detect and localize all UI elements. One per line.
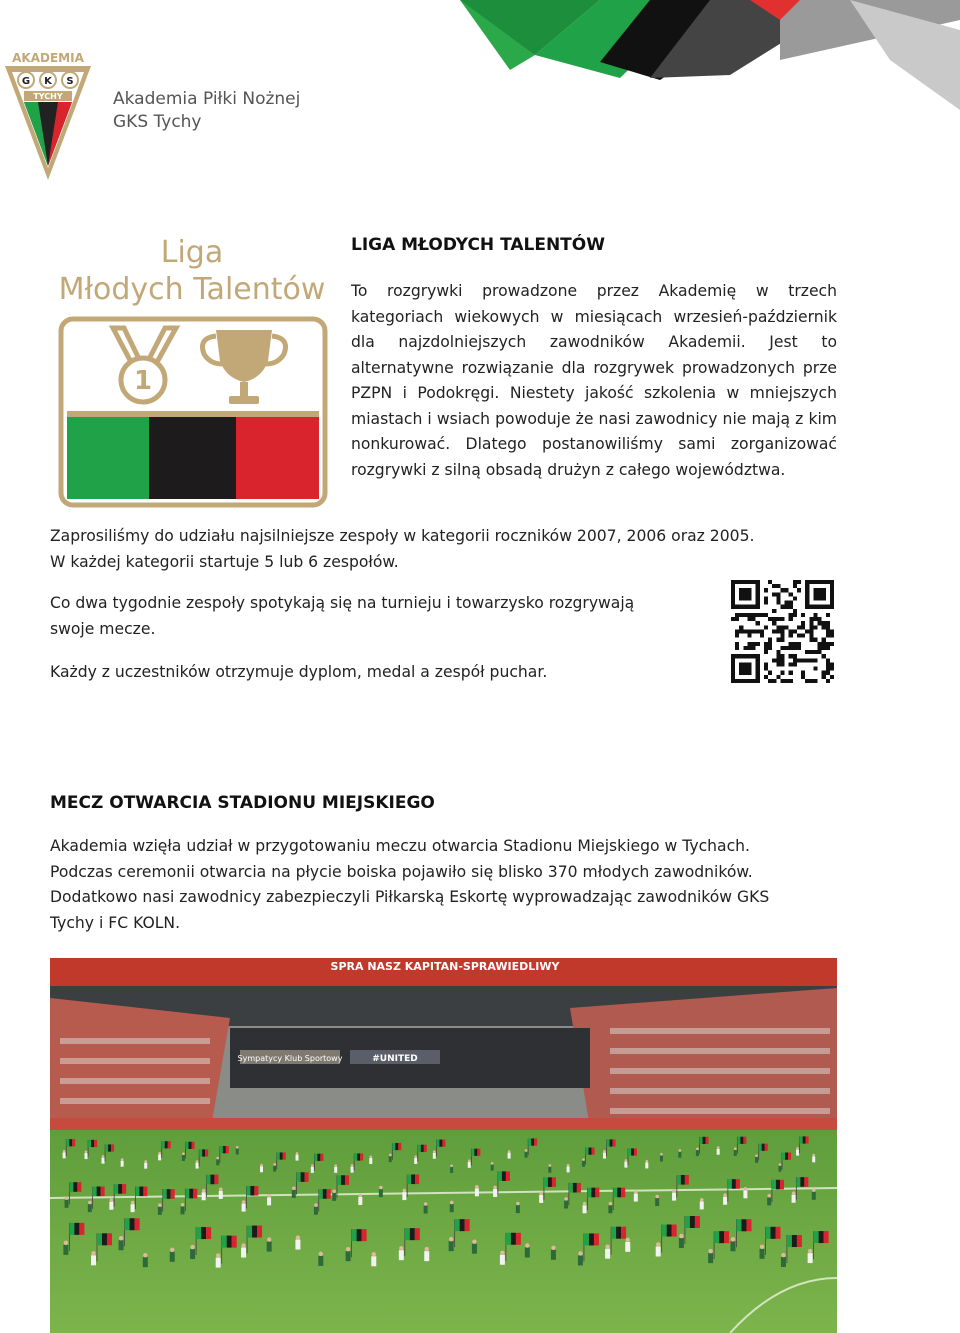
stadium-line1: Akademia wzięła udział w przygotowaniu meczu otwarcia Stadionu Miejskiego w Tychach. bbox=[50, 837, 750, 855]
liga-badge bbox=[58, 316, 328, 508]
liga-badge-title-line1: Liga bbox=[160, 235, 224, 270]
logo-bottom-text: TYCHY bbox=[33, 92, 63, 101]
stadium-line3: Dodatkowo nasi zawodnicy zabezpieczyli Piłkarską Eskortę wyprowadzając zawodników GKS bbox=[50, 888, 770, 906]
logo-letter-k: K bbox=[44, 76, 52, 87]
qr-code[interactable] bbox=[731, 580, 834, 683]
schedule-line1: Co dwa tygodnie zespoły spotykają się na turnieju i towarzysko rozgrywają bbox=[50, 594, 635, 612]
invitation-line1: Zaprosiliśmy do udziału najsilniejsze zespoły w kategorii roczników 2007, 2006 oraz 2005. bbox=[50, 527, 755, 545]
organization-name-line1: Akademia Piłki Nożnej bbox=[113, 89, 301, 109]
schedule-paragraph bbox=[50, 591, 730, 642]
gks-tychy-logo bbox=[2, 48, 94, 182]
section-heading-stadium: MECZ OTWARCIA STADIONU MIEJSKIEGO bbox=[50, 793, 435, 813]
photo-sign-right: #UNITED bbox=[372, 1054, 418, 1064]
logo-top-text: AKADEMIA bbox=[12, 51, 84, 65]
organization-name-line2: GKS Tychy bbox=[113, 112, 202, 132]
photo-sign-left: Sympatycy Klub Sportowy bbox=[237, 1054, 343, 1063]
stadium-line2: Podczas ceremonii otwarcia na płycie boiska pojawiło się blisko 370 młodych zawodników. bbox=[50, 862, 753, 881]
invitation-line2: W każdej kategorii startuje 5 lub 6 zespołów. bbox=[50, 552, 399, 571]
liga-description: To rozgrywki prowadzone przez Akademię w trzech kategoriach wiekowych w miesiącach wrzesień-październik dla najzdolniejszych zawodników Akademii. Jest to alternatywne rozwiązanie dla rozgrywek prowadzonych prze PZPN i Podokręgi. Niestety jakość szkolenia w mniejszych miastach i wsiach powoduje że nasi zawodnicy nie mają z kim nonkurować. Dlatego postanowiliśmy sami zorganizować rozgrywki z silną obsadą drużyn z całego województwa. bbox=[351, 282, 837, 479]
stadium-paragraph bbox=[50, 834, 850, 936]
invitation-paragraph bbox=[50, 524, 850, 575]
liga-badge-title-line2: Młodych Talentów bbox=[58, 272, 326, 307]
stadium-photo bbox=[50, 958, 837, 1333]
liga-badge-title bbox=[58, 234, 326, 308]
logo-letter-s: S bbox=[66, 76, 74, 87]
photo-banner: SPRA NASZ KAPITAN-SPRAWIEDLIWY bbox=[330, 960, 560, 973]
organization-name bbox=[113, 88, 300, 134]
logo-letter-g: G bbox=[21, 76, 31, 87]
awards-paragraph: Każdy z uczestników otrzymuje dyplom, medal a zespół puchar. bbox=[50, 663, 548, 681]
decorative-corner-stripes bbox=[450, 0, 960, 110]
medal-number: 1 bbox=[133, 366, 153, 396]
stadium-line4: Tychy i FC KOLN. bbox=[50, 913, 181, 932]
section-heading-liga: LIGA MŁODYCH TALENTÓW bbox=[351, 235, 605, 255]
schedule-line2: swoje mecze. bbox=[50, 619, 156, 638]
